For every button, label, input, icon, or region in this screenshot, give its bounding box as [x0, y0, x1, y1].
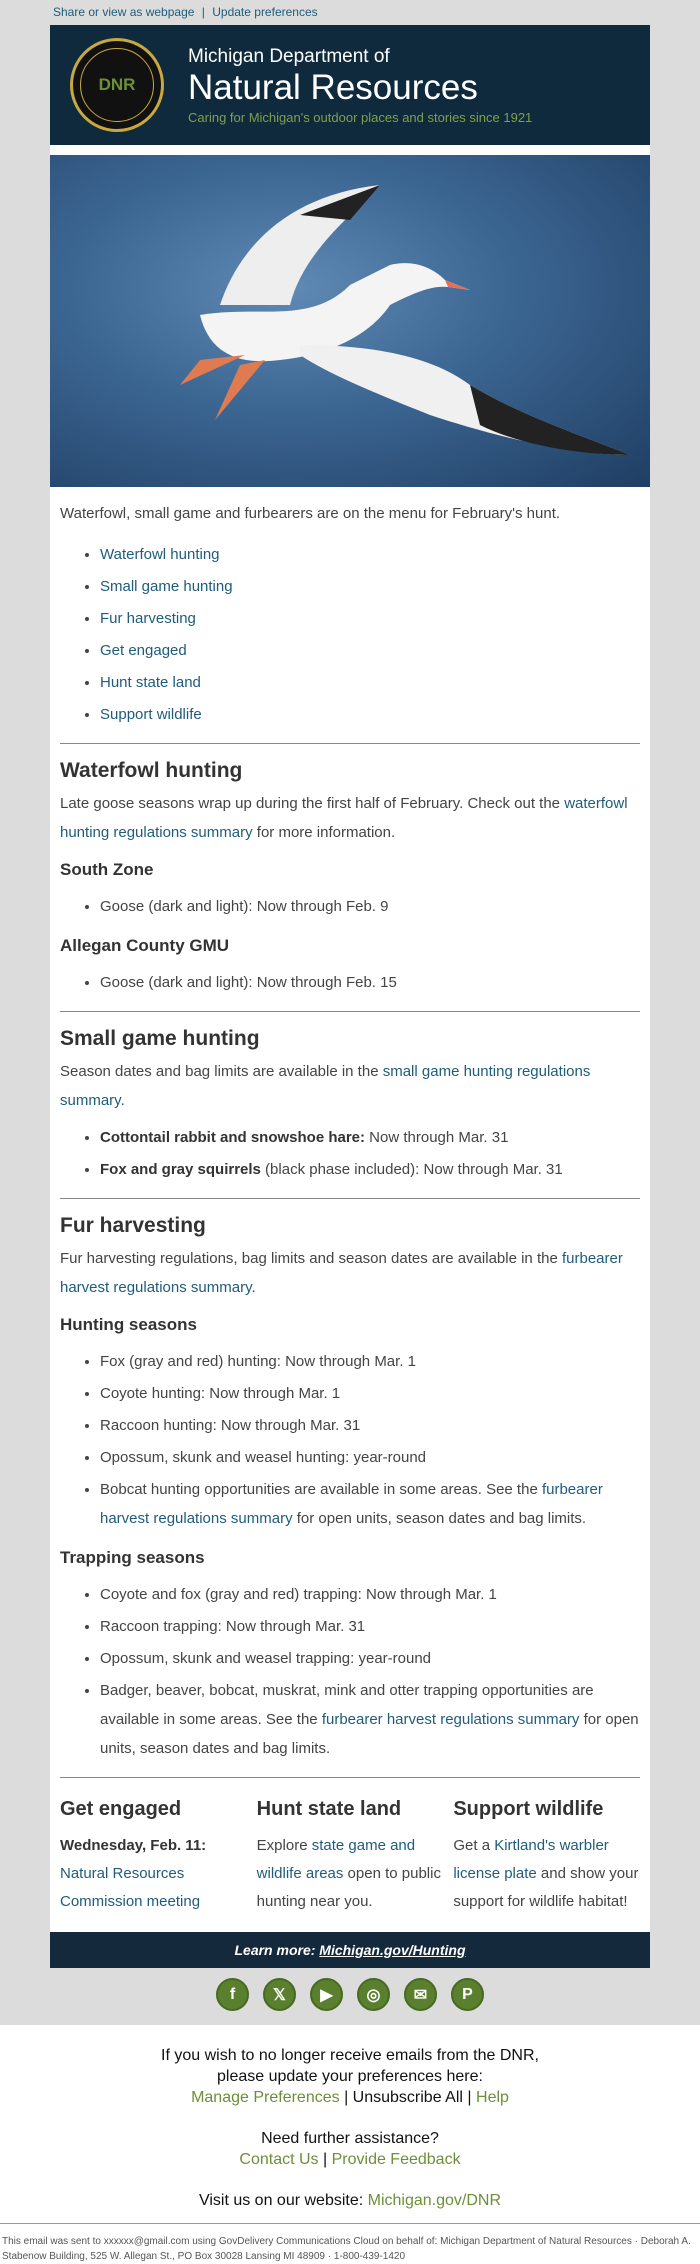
bullet-list — [60, 1123, 640, 1184]
inline-link[interactable]: Natural Resources Commission meeting — [60, 1865, 201, 1910]
text: Explore — [256, 1837, 312, 1854]
top-links — [0, 0, 700, 25]
text: for open units, season dates and bag limits. — [292, 1510, 587, 1527]
text: Opossum, skunk and weasel hunting: year-round — [100, 1449, 427, 1466]
youtube-icon[interactable]: ▶ — [310, 1978, 343, 2011]
bold-text: Fox and gray squirrels — [100, 1161, 261, 1178]
subsection-heading: Trapping seasons — [60, 1548, 205, 1567]
toc-link-hunt-state-land[interactable]: Hunt state land — [100, 674, 201, 691]
text: Goose (dark and light): Now through Feb. 15 — [100, 974, 397, 991]
hero-image-snow-goose — [50, 155, 650, 487]
section-heading: Waterfowl hunting — [60, 759, 243, 782]
text: Now through Mar. 31 — [365, 1129, 509, 1146]
unsubscribe-all-link[interactable]: Unsubscribe All — [352, 2089, 463, 2106]
toc-link-support-wildlife[interactable]: Support wildlife — [100, 706, 202, 723]
header-line1: Michigan Department of — [188, 45, 390, 67]
column-text — [60, 1832, 247, 1916]
list-item — [100, 892, 640, 921]
paragraph — [60, 1057, 640, 1115]
toc-link-fur-harvesting[interactable]: Fur harvesting — [100, 610, 196, 627]
learn-more-label: Learn more: — [234, 1942, 320, 1958]
unsub-text-1: If you wish to no longer receive emails from the DNR, — [161, 2047, 539, 2064]
text: Season dates and bag limits are available in the — [60, 1063, 383, 1080]
inline-link[interactable]: furbearer harvest regulations summary — [100, 1481, 603, 1527]
text: Late goose seasons wrap up during the first half of February. Check out the — [60, 795, 565, 812]
assistance-text: Need further assistance? — [261, 2130, 439, 2147]
bullet-list — [60, 968, 640, 997]
x-icon[interactable]: 𝕏 — [263, 1978, 296, 2011]
text: Opossum, skunk and weasel trapping: year-round — [100, 1650, 432, 1667]
separator: | — [323, 2151, 328, 2168]
table-of-contents — [60, 540, 640, 729]
toc-item — [100, 668, 640, 697]
list-item — [100, 1580, 640, 1609]
legal-text: This email was sent to xxxxxx@gmail.com using GovDelivery Communications Cloud on behalf of: Michigan Department of Natural Resources · Deborah A. Stabenow Building, 525 W. Allegan St., PO Box 30028 Lansing MI 48909 · 1-800-439-1420 — [0, 2223, 700, 2264]
toc-item — [100, 540, 640, 569]
text: Raccoon trapping: Now through Mar. 31 — [100, 1618, 366, 1635]
instagram-icon[interactable]: ◎ — [357, 1978, 390, 2011]
pinterest-icon[interactable]: P — [451, 1978, 484, 2011]
text: Goose (dark and light): Now through Feb. 9 — [100, 898, 389, 915]
facebook-icon[interactable]: f — [216, 1978, 249, 2011]
list-item — [100, 1676, 640, 1763]
column-heading: Support wildlife — [453, 1798, 604, 1820]
separator: | — [467, 2089, 472, 2106]
paragraph — [60, 1244, 640, 1302]
column-heading: Get engaged — [60, 1798, 182, 1820]
toc-item — [100, 572, 640, 601]
learn-more-bar — [50, 1932, 650, 1968]
manage-preferences-link[interactable]: Manage Preferences — [191, 2089, 340, 2106]
text: (black phase included): Now through Mar. 31 — [260, 1161, 563, 1178]
dnr-logo[interactable] — [70, 38, 164, 132]
text: for open units, season dates and bag limits. — [100, 1711, 639, 1757]
section-divider — [60, 1011, 640, 1012]
bullet-list — [60, 1347, 640, 1533]
text: for more information. — [252, 824, 396, 841]
inline-link[interactable]: Kirtland's warbler license plate — [453, 1837, 609, 1882]
inline-link[interactable]: waterfowl hunting regulations summary — [60, 795, 628, 841]
section-divider — [60, 1198, 640, 1199]
list-item — [100, 1347, 640, 1376]
text: and show your support for wildlife habitat! — [453, 1865, 639, 1910]
section-heading: Fur harvesting — [60, 1214, 206, 1237]
list-item — [100, 1123, 640, 1152]
newsletter — [50, 25, 650, 1968]
section-divider — [60, 743, 640, 744]
bullet-list — [60, 892, 640, 921]
share-link[interactable]: Share or view as webpage — [53, 5, 195, 19]
column-get-engaged — [60, 1796, 247, 1916]
column-heading: Hunt state land — [256, 1798, 402, 1820]
toc-link-small-game-hunting[interactable]: Small game hunting — [100, 578, 233, 595]
text: open to public hunting near you. — [256, 1865, 441, 1910]
inline-link[interactable]: small game hunting regulations summary — [60, 1063, 591, 1109]
main-content — [50, 487, 650, 1932]
list-item — [100, 1475, 640, 1533]
text: Coyote and fox (gray and red) trapping: Now through Mar. 1 — [100, 1586, 497, 1603]
bullet-list — [60, 1580, 640, 1763]
dnr-website-link[interactable]: Michigan.gov/DNR — [367, 2192, 502, 2209]
list-item — [100, 968, 640, 997]
text: . — [120, 1092, 125, 1109]
help-link[interactable]: Help — [476, 2089, 509, 2106]
text: Fox (gray and red) hunting: Now through Mar. 1 — [100, 1353, 416, 1370]
paragraph — [60, 789, 640, 847]
separator: | — [344, 2089, 349, 2106]
text: Fur harvesting regulations, bag limits and season dates are available in the — [60, 1250, 562, 1267]
subsection-heading: Allegan County GMU — [60, 936, 230, 955]
header-tagline: Caring for Michigan's outdoor places and stories since 1921 — [188, 109, 533, 125]
text: Badger, beaver, bobcat, muskrat, mink and otter trapping opportunities are available in some areas. See the — [100, 1682, 594, 1728]
toc-item — [100, 700, 640, 729]
toc-item — [100, 604, 640, 633]
text: . — [251, 1279, 256, 1296]
text: Raccoon hunting: Now through Mar. 31 — [100, 1417, 361, 1434]
provide-feedback-link[interactable]: Provide Feedback — [331, 2151, 461, 2168]
header-title: Natural Resources — [188, 67, 478, 107]
logo-text: DNR — [98, 75, 136, 94]
section-heading: Small game hunting — [60, 1027, 260, 1050]
header-banner — [50, 25, 650, 145]
social-links — [0, 1968, 700, 2011]
callout-columns — [60, 1790, 640, 1916]
list-item — [100, 1411, 640, 1440]
list-item — [100, 1443, 640, 1472]
intro-text: Waterfowl, small game and furbearers are on the menu for February's hunt. — [60, 505, 561, 522]
update-preferences-link[interactable]: Update preferences — [212, 5, 318, 19]
list-item — [100, 1612, 640, 1641]
column-hunt-state-land — [257, 1796, 444, 1916]
contact-us-link[interactable]: Contact Us — [239, 2151, 319, 2168]
email-icon[interactable]: ✉ — [404, 1978, 437, 2011]
toc-item — [100, 636, 640, 665]
inline-link[interactable]: state game and wildlife areas — [256, 1837, 416, 1882]
toc-link-get-engaged[interactable]: Get engaged — [100, 642, 187, 659]
bold-text: Wednesday, Feb. 11: — [60, 1837, 207, 1854]
visit-text: Visit us on our website: — [198, 2192, 368, 2209]
inline-link[interactable]: furbearer harvest regulations summary — [60, 1250, 623, 1296]
goose-illustration — [50, 155, 650, 487]
column-support-wildlife — [453, 1796, 640, 1916]
list-item — [100, 1155, 640, 1184]
subsection-heading: Hunting seasons — [60, 1315, 197, 1334]
subsection-heading: South Zone — [60, 860, 154, 879]
section-divider — [60, 1777, 640, 1778]
hunting-link[interactable]: Michigan.gov/Hunting — [319, 1942, 466, 1958]
inline-link[interactable]: furbearer harvest regulations summary — [321, 1711, 580, 1728]
column-text — [257, 1832, 444, 1916]
toc-link-waterfowl-hunting[interactable]: Waterfowl hunting — [100, 546, 220, 563]
text: Coyote hunting: Now through Mar. 1 — [100, 1385, 341, 1402]
column-text — [453, 1832, 640, 1916]
text: Get a — [453, 1837, 495, 1854]
list-item — [100, 1379, 640, 1408]
separator: | — [201, 5, 205, 19]
bold-text: Cottontail rabbit and snowshoe hare: — [100, 1129, 366, 1146]
footer — [0, 2025, 700, 2264]
text: Bobcat hunting opportunities are available in some areas. See the — [100, 1481, 542, 1498]
unsub-text-2: please update your preferences here: — [217, 2068, 483, 2085]
list-item — [100, 1644, 640, 1673]
